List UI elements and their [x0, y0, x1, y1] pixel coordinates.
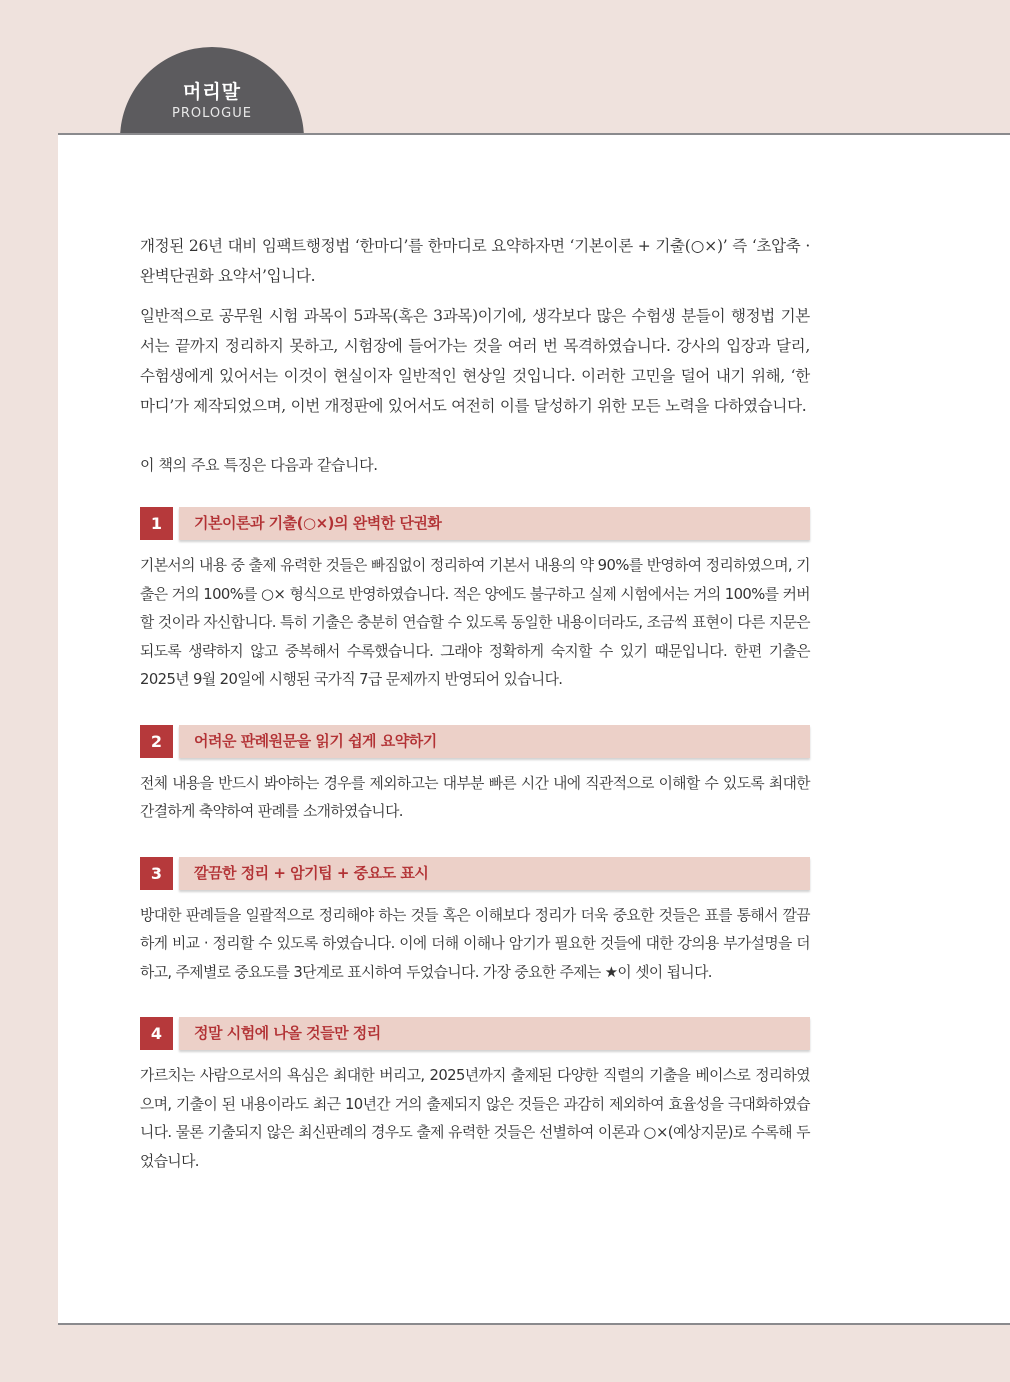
feature-body: 기본서의 내용 중 출제 유력한 것들은 빠짐없이 정리하여 기본서 내용의 약 90%를 반영하여 정리하였으며, 기출은 거의 100%를 ○× 형식으로 반영하였습니다. 적은 양에도 불구하고 실제 시험에서는 거의 100%를 커버할 것이라 자신합니다. 특히 기출은 충분히 연습할 수 있도록 동일한 내용이더라도, 조금씩 표현이 다른 지문은 되도록 생략하지 않고 중복해서 수록했습니다. 그래야 정확하게 숙지할 수 있기 때문입니다. 한편 기출은 2025년 9월 20일에 시행된 국가직 7급 문제까지 반영되어 있습니다. — [140, 557, 810, 688]
feature-number: 4 — [140, 1017, 173, 1050]
feature-body: 가르치는 사람으로서의 욕심은 최대한 버리고, 2025년까지 출제된 다양한 직렬의 기출을 베이스로 정리하였으며, 기출이 된 내용이라도 최근 10년간 거의 출제되지 않은 것들은 과감히 제외하여 효율성을 극대화하였습니다. 물론 기출되지 않은 최신판례의 경우도 출제 유력한 것들은 선별하여 이론과 ○×(예상지문)로 수록해 두었습니다. — [140, 1067, 810, 1170]
intro-paragraph-1: 개정된 26년 대비 임팩트행정법 ‘한마디’를 한마디로 요약하자면 ‘기본이론 + 기출(○×)’ 즉 ‘초압축 · 완벽단권화 요약서’입니다. — [140, 237, 810, 285]
feature-heading — [140, 725, 810, 758]
feature-2 — [140, 725, 810, 827]
intro-paragraph-2: 일반적으로 공무원 시험 과목이 5과목(혹은 3과목)이기에, 생각보다 많은 수험생 분들이 행정법 기본서는 끝까지 정리하지 못하고, 시험장에 들어가는 것을 여러 번 목격하였습니다. 강사의 입장과 달리, 수험생에게 있어서는 이것이 현실이자 일반적인 현상일 것입니다. 이러한 고민을 덜어 내기 위해, ‘한마디’가 제작되었으며, 이번 개정판에 있어서도 여전히 이를 달성하기 위한 모든 노력을 다하였습니다. — [140, 307, 810, 415]
feature-title: 어려운 판례원문을 읽기 쉽게 요약하기 — [179, 725, 810, 758]
feature-3 — [140, 857, 810, 988]
feature-heading — [140, 1017, 810, 1050]
prologue-content — [140, 231, 810, 1206]
page-sheet — [58, 133, 1010, 1325]
feature-1 — [140, 507, 810, 695]
feature-number: 1 — [140, 507, 173, 540]
prologue-tab — [120, 47, 304, 139]
feature-body: 방대한 판례들을 일괄적으로 정리해야 하는 것들 혹은 이해보다 정리가 더욱 중요한 것들은 표를 통해서 깔끔하게 비교 · 정리할 수 있도록 하였습니다. 이에 더해 이해나 암기가 필요한 것들에 대한 강의용 부가설명을 더하고, 주제별로 중요도를 3단계로 표시하여 두었습니다. 가장 중요한 주제는 ★이 셋이 됩니다. — [140, 906, 810, 981]
feature-number: 3 — [140, 857, 173, 890]
feature-heading — [140, 857, 810, 890]
feature-4 — [140, 1017, 810, 1176]
feature-title: 기본이론과 기출(○×)의 완벽한 단권화 — [179, 507, 810, 540]
feature-heading — [140, 507, 810, 540]
prologue-subtitle: PROLOGUE — [172, 106, 252, 121]
feature-title: 깔끔한 정리 + 암기팁 + 중요도 표시 — [179, 857, 810, 890]
feature-title: 정말 시험에 나올 것들만 정리 — [179, 1017, 810, 1050]
feature-number: 2 — [140, 725, 173, 758]
features-intro: 이 책의 주요 특징은 다음과 같습니다. — [140, 456, 378, 474]
feature-body: 전체 내용을 반드시 봐야하는 경우를 제외하고는 대부분 빠른 시간 내에 직관적으로 이해할 수 있도록 최대한 간결하게 축약하여 판례를 소개하였습니다. — [140, 774, 810, 820]
prologue-title: 머리말 — [182, 81, 242, 103]
